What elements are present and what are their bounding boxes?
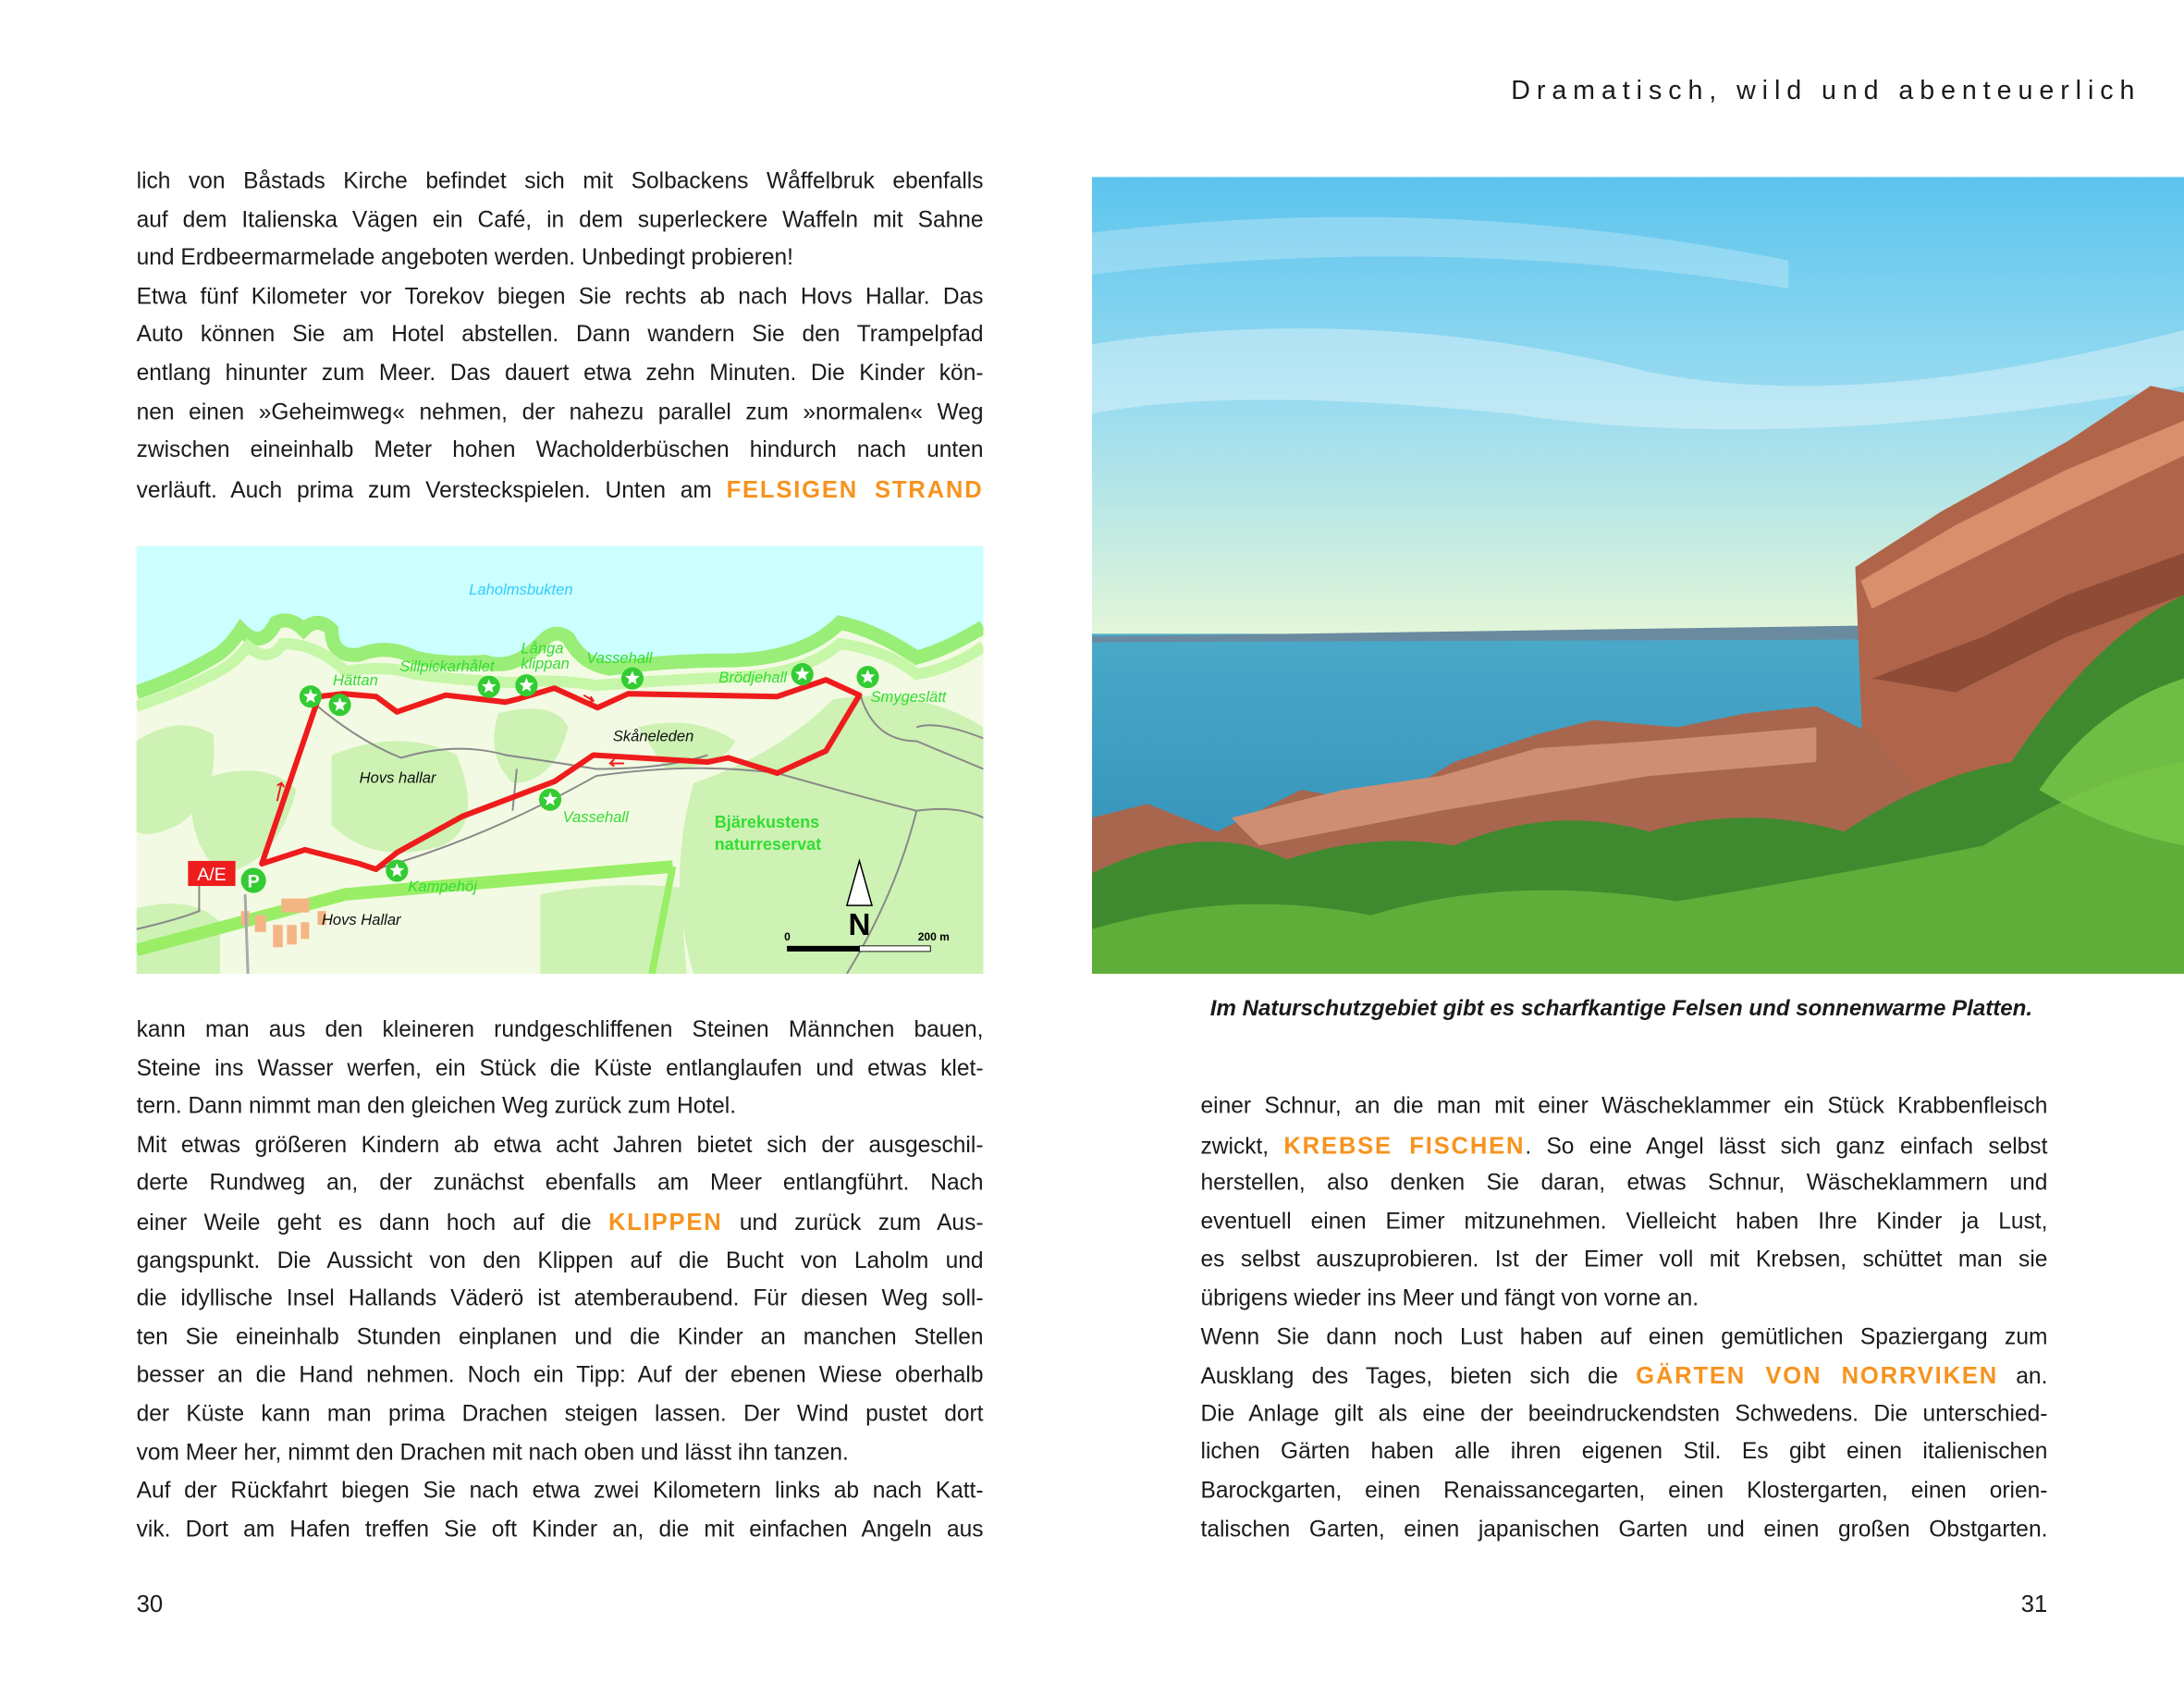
svg-text:N: N (848, 907, 871, 942)
label-hovs-hallar-village: Hovs Hallar (321, 911, 401, 929)
text-line (137, 1203, 984, 1242)
label-vassehall-north: Vassehall (586, 649, 653, 668)
text-line (137, 317, 984, 356)
coast-photo (1092, 177, 2184, 974)
text-line (1201, 1472, 2048, 1511)
text-line (137, 202, 984, 240)
right-text (1201, 1088, 2048, 1549)
label-kampehoj: Kampehöj (408, 878, 477, 896)
text-segment: eventuell einen Eimer mitzunehmen. Vielleicht haben Ihre Kinder ja Lust, (1200, 1209, 2048, 1235)
label-brodjehall: Brödjehall (718, 669, 787, 687)
text-segment: zwickt, (1200, 1133, 1284, 1159)
left-text-top (137, 163, 984, 509)
text-segment: . So eine Angel lässt sich ganz einfach selbst (1525, 1133, 2048, 1159)
text-segment: ten Sie eineinhalb Stunden einplanen und die Kinder an manchen Stellen (136, 1324, 984, 1350)
text-segment: einer Weile geht es dann hoch auf die (136, 1211, 608, 1236)
text-segment: einer Schnur, an die man mit einer Wäscheklammer ein Stück Krabbenfleisch (1200, 1093, 2048, 1119)
text-line (137, 163, 984, 202)
text-line (137, 394, 984, 433)
page-number-left: 30 (136, 1591, 164, 1617)
text-line (1201, 1319, 2048, 1358)
text-line (1201, 1395, 2048, 1434)
star-poi-icon (621, 668, 644, 690)
star-poi-icon (515, 674, 537, 696)
text-segment: tern. Dann nimmt man den gleichen Weg zurück zum Hotel. (136, 1093, 737, 1119)
text-line (137, 278, 984, 317)
text-segment: gangspunkt. Die Aussicht von den Klippen auf die Bucht von Laholm und (136, 1248, 984, 1273)
star-poi-icon (329, 694, 351, 716)
text-line (137, 471, 984, 510)
text-segment: derte Rundweg an, der zunächst ebenfalls am Meer entlangführt. Nach (136, 1170, 984, 1197)
text-line (1201, 1511, 2048, 1550)
text-segment: nen einen »Geheimweg« nehmen, der nahezu parallel zum »normalen« Weg (136, 399, 984, 424)
text-line (1201, 1280, 2048, 1319)
text-segment: Mit etwas größeren Kindern ab etwa acht Jahren bietet sich der ausgeschil- (136, 1132, 984, 1158)
text-segment: Wenn Sie dann noch Lust haben auf einen gemütlichen Spaziergang zum (1200, 1323, 2048, 1350)
text-line (137, 1126, 984, 1165)
text-line (137, 1511, 984, 1550)
text-segment: und zurück zum Aus- (722, 1211, 984, 1236)
left-text-bottom (137, 1012, 984, 1550)
label-smygeslatt: Smygeslätt (870, 688, 947, 707)
text-segment: verläuft. Auch prima zum Versteckspielen. Unten am (136, 477, 727, 503)
highlight-term: KREBSE FISCHEN (1283, 1132, 1526, 1159)
text-segment: Die Anlage gilt als eine der beeindruckendsten Schwedens. Die unterschied- (1200, 1401, 2048, 1427)
text-line (1201, 1203, 2048, 1242)
star-poi-icon (478, 676, 500, 698)
star-poi-icon (856, 666, 878, 688)
text-segment: Etwa fünf Kilometer vor Torekov biegen Sie rechts ab nach Hovs Hallar. Das (136, 283, 984, 310)
page-number-right: 31 (2020, 1591, 2048, 1617)
text-line (137, 1050, 984, 1088)
text-line (137, 1319, 984, 1358)
text-line (137, 1088, 984, 1127)
label-reserve-2: naturreservat (714, 834, 822, 854)
star-poi-icon (539, 789, 561, 811)
text-segment: herstellen, also denken Sie daran, etwas Schnur, Wäscheklammern und (1200, 1170, 2048, 1196)
text-line (1201, 1242, 2048, 1281)
text-segment: an. (1998, 1364, 2048, 1390)
text-segment: Ausklang des Tages, bieten sich die (1200, 1364, 1637, 1390)
text-line (1201, 1088, 2048, 1126)
text-line (137, 355, 984, 394)
sea-label: Laholmsbukten (469, 581, 573, 599)
text-line (1201, 1434, 2048, 1473)
text-line (137, 1434, 984, 1473)
highlight-term: KLIPPEN (607, 1209, 723, 1236)
text-segment: besser an die Hand nehmen. Noch ein Tipp: Auf der ebenen Wiese oberhalb (136, 1362, 984, 1388)
text-segment: vom Meer her, nimmt den Drachen mit nach oben und lässt ihn tanzen. (136, 1439, 849, 1466)
text-line (137, 1358, 984, 1396)
svg-text:0: 0 (784, 929, 791, 943)
label-sillpickarhalet: Sillpickarhålet (399, 658, 495, 676)
label-hattan: Hättan (333, 671, 378, 690)
text-segment: auf dem Italienska Vägen ein Café, in dem superleckere Waffeln mit Sahne (136, 206, 984, 232)
text-line (137, 240, 984, 278)
star-poi-icon (791, 663, 814, 685)
highlight-term: GÄRTEN VON NORRVIKEN (1636, 1362, 1999, 1390)
hiking-route-map (137, 547, 984, 974)
photo-caption: Im Naturschutzgebiet gibt es scharfkantige Felsen und sonnenwarme Platten. (1209, 997, 2033, 1022)
text-segment: talischen Garten, einen japanischen Garten und einen großen Obstgarten. (1200, 1516, 2048, 1542)
text-line (1201, 1357, 2048, 1395)
text-segment: es selbst auszuprobieren. Ist der Eimer voll mit Krebsen, schüttet man sie (1200, 1247, 2048, 1272)
text-segment: lich von Båstads Kirche befindet sich mit Solbackens Wåffelbruk ebenfalls (136, 168, 984, 194)
text-segment: lichen Gärten haben alle ihren eigenen Stil. Es gibt einen italienischen (1200, 1439, 2048, 1465)
text-line (137, 432, 984, 471)
text-segment: vik. Dort am Hafen treffen Sie oft Kinder an, die mit einfachen Angeln aus (136, 1517, 984, 1543)
text-segment: der Küste kann man prima Drachen steigen lassen. Der Wind pustet dort (136, 1401, 984, 1427)
text-segment: entlang hinunter zum Meer. Das dauert etwa zehn Minuten. Die Kinder kön- (136, 361, 984, 387)
text-segment: kann man aus den kleineren rundgeschliffenen Steinen Männchen bauen, (136, 1016, 984, 1042)
text-segment: übrigens wieder ins Meer und fängt von vorne an. (1200, 1285, 1699, 1311)
text-segment: Steine ins Wasser werfen, ein Stück die Küste entlanglaufen und etwas klet- (136, 1055, 984, 1081)
label-vassehall-south: Vassehall (562, 807, 629, 826)
label-reserve-1: Bjärekustens (714, 812, 820, 831)
text-line (137, 1472, 984, 1511)
text-line (137, 1395, 984, 1434)
label-hovs-hallar-area: Hovs hallar (359, 768, 436, 787)
text-segment: die idyllische Insel Hallands Väderö ist atemberaubend. Für diesen Weg soll- (136, 1285, 984, 1311)
star-poi-icon (386, 859, 408, 881)
label-skaneleden: Skåneleden (612, 727, 694, 745)
text-segment: zwischen eineinhalb Meter hohen Wacholderbüschen hindurch nach unten (136, 437, 984, 463)
text-line (137, 1165, 984, 1204)
running-header: Dramatisch, wild und abenteuerlich (1511, 76, 2141, 106)
text-line (137, 1281, 984, 1320)
highlight-term: FELSIGEN STRAND (726, 475, 984, 503)
svg-text:200 m: 200 m (917, 929, 950, 943)
text-line (1201, 1165, 2048, 1204)
text-segment: Auto können Sie am Hotel abstellen. Dann wandern Sie den Trampelpfad (136, 322, 984, 348)
text-line (137, 1012, 984, 1051)
label-langa: Långa (521, 639, 564, 658)
text-segment: Barockgarten, einen Renaissancegarten, einen Klostergarten, einen orien- (1200, 1478, 2048, 1504)
text-line (137, 1242, 984, 1281)
text-line (1201, 1126, 2048, 1165)
svg-text:P: P (247, 871, 260, 892)
text-segment: und Erdbeermarmelade angeboten werden. Unbedingt probieren! (136, 245, 794, 271)
text-segment: Auf der Rückfahrt biegen Sie nach etwa zwei Kilometern links ab nach Katt- (136, 1478, 984, 1504)
svg-text:A/E: A/E (197, 865, 227, 886)
label-klippan: klippan (521, 655, 570, 673)
star-poi-icon (300, 685, 322, 707)
